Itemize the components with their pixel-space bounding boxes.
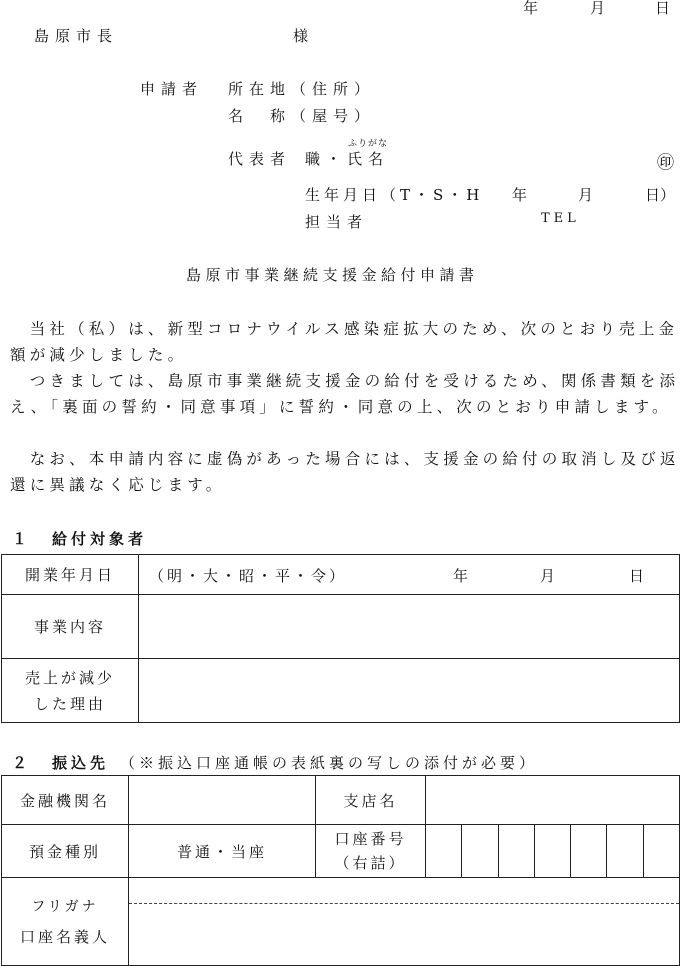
account-digit-6[interactable] xyxy=(607,825,643,878)
kana-label: フリガナ xyxy=(31,898,99,915)
section1-title: 給付対象者 xyxy=(52,530,148,548)
beneficiary-table xyxy=(1,554,680,723)
account-number-label xyxy=(316,825,426,878)
start-date-year: 年 xyxy=(453,567,472,585)
bank-table xyxy=(1,775,680,966)
account-number-label-line2: （右詰） xyxy=(334,854,407,872)
branch-name-field[interactable] xyxy=(426,776,680,825)
reason-field[interactable] xyxy=(139,659,680,723)
account-digit-2[interactable] xyxy=(462,825,498,878)
body-paragraph-1: 当社（私）は、新型コロナウイルス感染症拡大のため、次のとおり売上金額が減少しました。 xyxy=(10,320,679,364)
account-digit-4[interactable] xyxy=(534,825,570,878)
account-digit-7[interactable] xyxy=(643,825,679,878)
body-paragraph-2: つきましては、島原市事業継続支援金の給付を受けるため、関係書類を添え、「裏面の誓約・同意事項」に誓約・同意の上、次のとおり申請します。 xyxy=(10,372,680,416)
address-label: 所在地（住所） xyxy=(228,80,376,98)
date-year-label: 年 xyxy=(523,0,539,17)
deposit-type-label: 預金種別 xyxy=(2,825,129,878)
reason-label-line1: 売上が減少 xyxy=(24,668,115,687)
honorific: 様 xyxy=(293,27,309,45)
date-month-label: 月 xyxy=(590,0,606,17)
deposit-type-value[interactable]: 普通・当座 xyxy=(129,825,316,878)
bank-name-label: 金融機関名 xyxy=(2,776,129,825)
era-options: （明・大・昭・平・令） xyxy=(149,567,348,585)
dob-month: 月 xyxy=(578,186,594,204)
addressee: 島原市長 xyxy=(34,27,119,45)
section2-number: ２ xyxy=(12,754,28,772)
body-paragraph-3: なお、本申請内容に虚偽があった場合には、支援金の給付の取消し及び返還に異議なく応じます。 xyxy=(10,450,680,494)
account-digit-3[interactable] xyxy=(498,825,534,878)
account-holder-field[interactable] xyxy=(129,878,680,966)
start-date-label: 開業年月日 xyxy=(2,555,139,595)
name-label: 名 称（屋号） xyxy=(228,107,376,125)
bank-name-field[interactable] xyxy=(129,776,316,825)
furigana-label: ふりがな xyxy=(348,139,389,149)
holder-label: 口座名義人 xyxy=(19,927,110,946)
business-content-label: 事業内容 xyxy=(2,595,139,659)
dob-year: 年 xyxy=(512,186,528,204)
representative-label: 代表者 xyxy=(228,150,292,168)
account-number-label-line1: 口座番号 xyxy=(334,830,407,848)
start-date-field[interactable] xyxy=(139,555,680,595)
applicant-label: 申請者 xyxy=(140,80,204,98)
contact-person-label: 担当者 xyxy=(305,213,369,231)
representative-title: 職・氏名 xyxy=(305,150,390,168)
account-digit-1[interactable] xyxy=(426,825,462,878)
branch-name-label: 支店名 xyxy=(316,776,426,825)
section2-note: （※振込口座通帳の表紙裏の写しの添付が必要） xyxy=(120,754,539,772)
business-content-field[interactable] xyxy=(139,595,680,659)
document-title: 島原市事業継続支援金給付申請書 xyxy=(186,266,479,284)
kana-divider xyxy=(129,903,679,904)
tel-label: TEL xyxy=(541,211,580,226)
reason-label-line2: した理由 xyxy=(33,694,106,713)
section1-number: １ xyxy=(12,530,28,548)
dob-day: 日） xyxy=(645,186,676,204)
start-date-day: 日 xyxy=(629,567,648,585)
section2-title: 振込先 xyxy=(52,754,110,772)
date-day-label: 日 xyxy=(655,0,671,17)
seal-mark: ㊞ xyxy=(657,153,674,173)
reason-label xyxy=(2,659,139,723)
account-digit-5[interactable] xyxy=(571,825,607,878)
start-date-month: 月 xyxy=(540,567,559,585)
dob-label: 生年月日（T・S・H xyxy=(305,186,484,204)
account-holder-label xyxy=(2,878,129,966)
